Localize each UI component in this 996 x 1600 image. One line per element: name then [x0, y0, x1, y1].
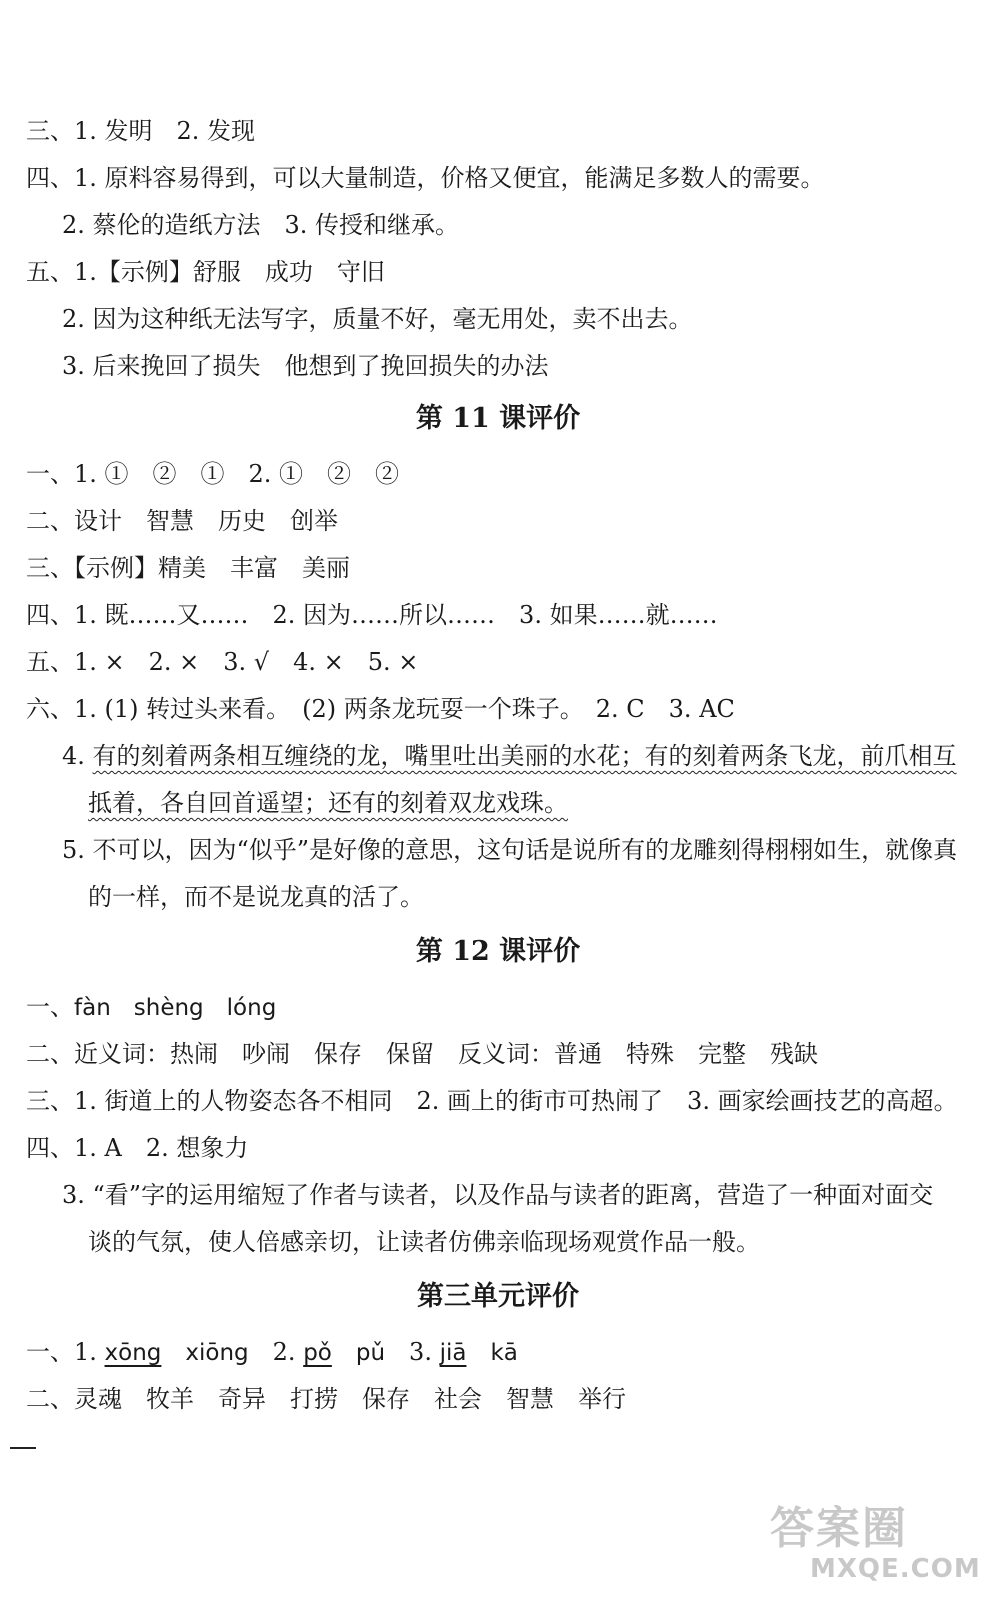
lesson-12-q4: 四、1. A 2. 想象力: [26, 1134, 249, 1162]
lesson-12-q4-3b: 谈的气氛，使人倍感亲切，让读者仿佛亲临现场观赏作品一般。: [88, 1228, 760, 1256]
unit-3-pinyin-3: pǒ: [303, 1340, 332, 1366]
lesson-11-q6-4-underlined-a: 有的刻着两条相互缠绕的龙，嘴里吐出美丽的水花；有的刻着两条飞龙，前爪相互: [92, 742, 957, 770]
lesson-12-q1-prefix: 一、: [26, 993, 74, 1021]
lesson-11-q6-4-underlined-b: 抵着，各自回首遥望；还有的刻着双龙戏珠。: [88, 789, 568, 817]
watermark-bottom-text: MXQE.COM: [810, 1554, 981, 1584]
unit-3-pinyin-1: xōng: [104, 1340, 162, 1366]
lesson-12-q4-3a: 3. “看”字的运用缩短了作者与读者，以及作品与读者的距离，营造了一种面对面交: [62, 1181, 934, 1209]
unit-3-q2: 二、灵魂 牧羊 奇异 打捞 保存 社会 智慧 举行: [26, 1385, 626, 1413]
lesson-12-q1: [26, 992, 276, 1023]
site-watermark: [770, 1504, 980, 1594]
lesson-12-q1-pinyin: fàn shèng lóng: [74, 995, 277, 1021]
unit-3-q1-prefix: 一、1.: [26, 1338, 105, 1366]
unit-3-q1: [26, 1337, 518, 1368]
lesson-11-q6-4-number: 4.: [62, 742, 93, 770]
lesson-11-q6-4a: [62, 741, 957, 771]
bottom-rule-divider: [10, 1447, 36, 1449]
watermark-top-text: 答案圈: [770, 1503, 908, 1554]
answer-line-5-1: 五、1.【示例】舒服 成功 守旧: [26, 258, 385, 286]
lesson-12-q3: 三、1. 街道上的人物姿态各不相同 2. 画上的街市可热闹了 3. 画家绘画技艺的高超。: [26, 1087, 958, 1115]
answer-line-5-2: 2. 因为这种纸无法写字，质量不好，毫无用处，卖不出去。: [62, 305, 693, 333]
lesson-11-q1: 一、1. ① ② ① 2. ① ② ②: [26, 460, 400, 488]
lesson-11-q3: 三、【示例】精美 丰富 美丽: [26, 554, 350, 582]
unit-3-q1-num-3: 3.: [409, 1338, 440, 1366]
answer-line-3: 三、1. 发明 2. 发现: [26, 117, 256, 145]
lesson-11-q4: 四、1. 既……又…… 2. 因为……所以…… 3. 如果……就……: [26, 601, 718, 629]
lesson-11-q6-5b: 的一样，而不是说龙真的活了。: [88, 883, 424, 911]
unit-3-title: 第三单元评价: [417, 1281, 579, 1312]
lesson-11-q2: 二、设计 智慧 历史 创举: [26, 507, 338, 535]
lesson-12-q2: 二、近义词：热闹 吵闹 保存 保留 反义词：普通 特殊 完整 残缺: [26, 1040, 818, 1068]
lesson-11-q6-5a: 5. 不可以，因为“似乎”是好像的意思，这句话是说所有的龙雕刻得栩栩如生，就像真: [62, 836, 958, 864]
answer-line-4-1: 四、1. 原料容易得到，可以大量制造，价格又便宜，能满足多数人的需要。: [26, 164, 825, 192]
answer-line-4-2: 2. 蔡伦的造纸方法 3. 传授和继承。: [62, 211, 460, 239]
lesson-11-title: 第 11 课评价: [415, 403, 581, 434]
lesson-12-title: 第 12 课评价: [415, 936, 581, 967]
unit-3-pinyin-6: kā: [490, 1340, 518, 1366]
unit-3-pinyin-4: pǔ: [355, 1340, 386, 1366]
unit-3-pinyin-5: jiā: [439, 1340, 467, 1366]
lesson-11-q6-4b: [88, 788, 568, 818]
lesson-11-q5: 五、1. × 2. × 3. √ 4. × 5. ×: [26, 648, 419, 676]
unit-3-q1-num-2: 2.: [272, 1338, 304, 1366]
lesson-11-q6: 六、1. (1) 转过头来看。 (2) 两条龙玩耍一个珠子。 2. C 3. AC: [26, 695, 735, 723]
answer-line-5-3: 3. 后来挽回了损失 他想到了挽回损失的办法: [62, 352, 549, 380]
unit-3-pinyin-2: xiōng: [185, 1340, 249, 1366]
